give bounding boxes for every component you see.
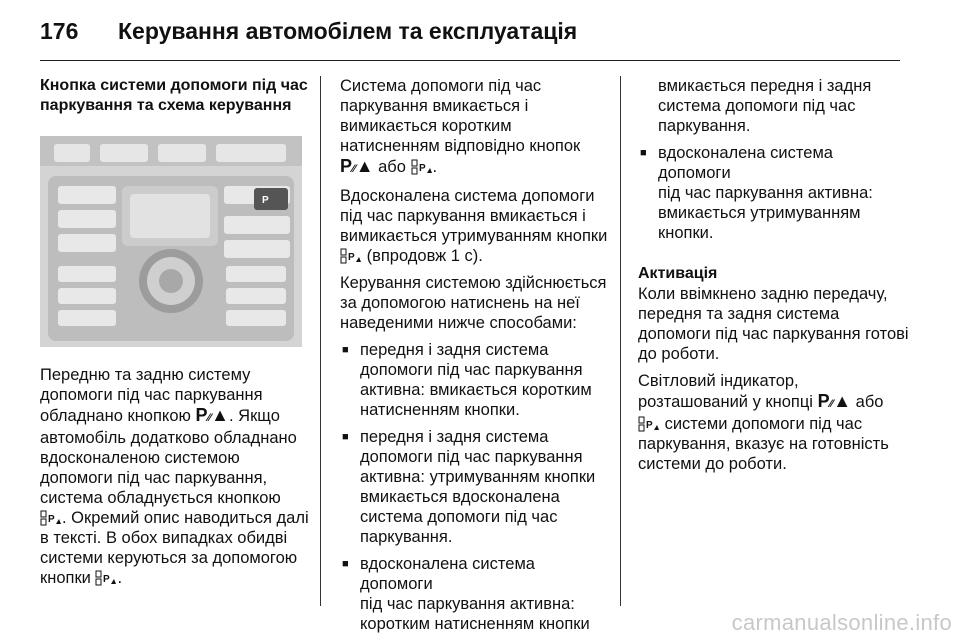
paragraph: Світловий індикатор, розташований у кнопці P⁄⁄▲ або P системи допомоги під час паркування, вказує на готовність системи до роботи. — [638, 372, 889, 473]
paragraph: Система допомоги під час паркування вмикається і вимикається коротким натисненням відповідно кнопок P⁄⁄▲ або P . — [340, 77, 581, 176]
parking-assist-icon: P⁄⁄▲ — [817, 391, 852, 411]
list-item: ■ вдосконалена система допомоги під час паркування активна: коротким натисненням кнопки — [342, 555, 590, 633]
square-bullet-icon: ■ — [342, 431, 349, 443]
paragraph: Вдосконалена система допомоги під час паркування вмикається і вимикається утримуванням кнопки P (впродовж 1 с). — [340, 187, 608, 265]
parking-assist-icon: P⁄⁄▲ — [195, 405, 229, 425]
header-divider — [40, 60, 900, 61]
list-item: ■ передня і задня система допомоги під час паркування активна: утримуванням кнопки вмикається вдосконалена система допомоги під час паркування. — [342, 428, 596, 546]
paragraph: Керування системою здійснюється за допомогою натиснень на неї наведеними нижче способами: — [340, 274, 607, 332]
advanced-parking-assist-icon — [340, 248, 362, 264]
square-bullet-icon: ■ — [342, 344, 349, 356]
page-number: 176 — [40, 18, 79, 44]
section-heading: Активація — [638, 265, 718, 282]
column-divider — [620, 76, 621, 606]
svg-text:P: P — [103, 574, 111, 585]
svg-text:P: P — [418, 163, 426, 174]
advanced-parking-assist-icon — [411, 159, 433, 175]
control-panel-photo — [40, 136, 302, 347]
svg-text:P: P — [646, 420, 653, 431]
column-left — [40, 76, 312, 595]
column-right — [638, 76, 910, 481]
advanced-parking-assist-icon — [95, 570, 117, 586]
list-item: ■ передня і задня система допомоги під час паркування активна: вмикається коротким натисненням кнопки. — [342, 341, 592, 419]
advanced-parking-assist-icon — [638, 416, 660, 432]
list-item: ■ вдосконалена система допомоги під час паркування активна: вмикається утримуванням кнопки. — [640, 144, 873, 242]
advanced-parking-assist-icon — [40, 510, 62, 526]
square-bullet-icon: ■ — [342, 558, 349, 570]
square-bullet-icon: ■ — [640, 147, 647, 159]
svg-text:P: P — [348, 252, 355, 263]
list-item-continuation: вмикається передня і задня система допомоги під час паркування. — [658, 77, 872, 135]
parking-assist-icon: P⁄⁄▲ — [340, 156, 374, 176]
column-divider — [320, 76, 321, 606]
column-middle — [340, 76, 612, 641]
page-title: Керування автомобілем та експлуатація — [118, 18, 578, 44]
paragraph: Коли ввімкнено задню передачу, передня та задня система допомоги під час паркування готові до роботи. — [638, 285, 909, 363]
watermark: carmanualsonline.info — [731, 610, 952, 635]
svg-text:P: P — [48, 514, 55, 525]
section-heading: Кнопка системи допомоги під час паркування та схема керування — [40, 77, 308, 114]
svg-text:P: P — [262, 195, 269, 206]
paragraph: Передню та задню систему допомоги під час паркування обладнано кнопкою P⁄⁄▲. Якщо автомобіль додатково обладнано вдосконаленою системою допомоги під час паркування, система обладнується кнопкою P . Окремий опис наводиться далі в тексті. В обох випадках обидві системи керуються за допомогою кнопки P . — [40, 366, 309, 587]
